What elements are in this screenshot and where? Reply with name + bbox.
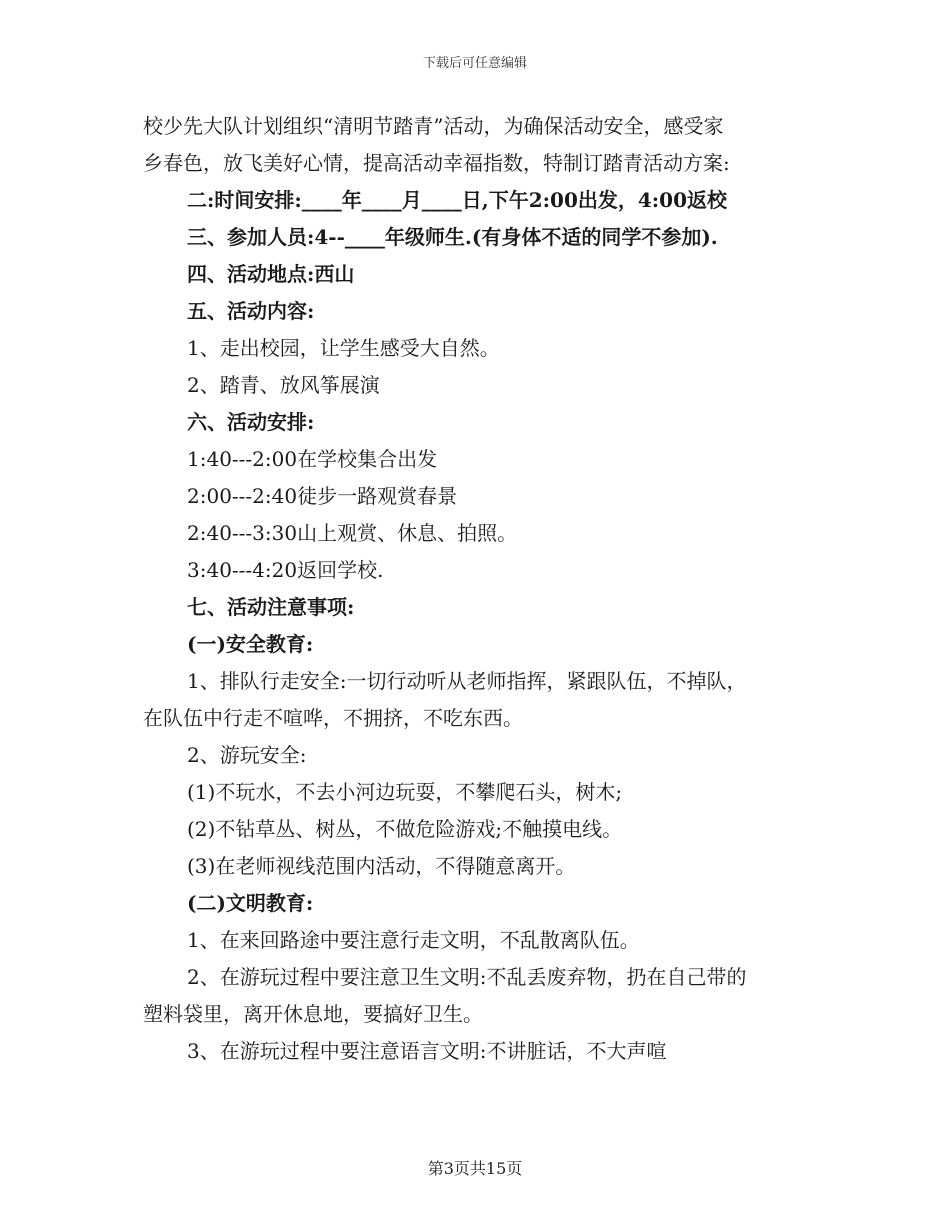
- section-line-participants: 三、参加人员:4--____年级师生.(有身体不适的同学不参加).: [187, 225, 718, 249]
- paragraph-line: 乡春色，放飞美好心情，提高活动幸福指数，特制订踏青活动方案:: [143, 151, 730, 175]
- list-item: 2、在游玩过程中要注意卫生文明:不乱丢废弃物，扔在自己带的: [187, 965, 747, 989]
- list-item: 2、踏青、放风筝展演: [187, 373, 380, 397]
- section-line-location: 四、活动地点:西山: [187, 262, 355, 286]
- list-item: 2、游玩安全:: [187, 743, 307, 767]
- subsection-heading-civility: (二)文明教育:: [187, 891, 314, 915]
- section-line-time: 二:时间安排:____年____月____日,下午2:00出发，4:00返校: [187, 188, 727, 212]
- section-heading-notes: 七、活动注意事项:: [187, 595, 355, 619]
- schedule-item: 3:40---4:20返回学校.: [187, 558, 384, 582]
- list-item: 1、排队行走安全:一切行动听从老师指挥，紧跟队伍，不掉队，: [187, 669, 747, 693]
- section-heading-content: 五、活动内容:: [187, 299, 315, 323]
- sub-list-item: (2)不钻草丛、树丛，不做危险游戏;不触摸电线。: [187, 817, 623, 841]
- list-item: 1、在来回路途中要注意行走文明，不乱散离队伍。: [187, 928, 640, 952]
- sub-list-item: (1)不玩水，不去小河边玩耍，不攀爬石头，树木;: [187, 780, 623, 804]
- sub-list-item: (3)在老师视线范围内活动，不得随意离开。: [187, 854, 576, 878]
- list-item: 1、走出校园，让学生感受大自然。: [187, 336, 500, 360]
- list-item-continuation: 塑料袋里，离开休息地，要搞好卫生。: [143, 1002, 483, 1026]
- section-heading-schedule: 六、活动安排:: [187, 410, 315, 434]
- schedule-item: 1:40---2:00在学校集合出发: [187, 447, 438, 471]
- list-item-continuation: 在队伍中行走不喧哗，不拥挤，不吃东西。: [143, 706, 523, 730]
- list-item: 3、在游玩过程中要注意语言文明:不讲脏话，不大声喧: [187, 1039, 667, 1063]
- page-footer: 第3页共15页: [427, 1159, 523, 1178]
- schedule-item: 2:00---2:40徒步一路观赏春景: [187, 484, 458, 508]
- schedule-item: 2:40---3:30山上观赏、休息、拍照。: [187, 521, 518, 545]
- subsection-heading-safety: (一)安全教育:: [187, 632, 314, 656]
- paragraph-line: 校少先大队计划组织“清明节踏青”活动，为确保活动安全，感受家: [143, 114, 724, 138]
- page-header: 下载后可任意编辑: [422, 56, 527, 71]
